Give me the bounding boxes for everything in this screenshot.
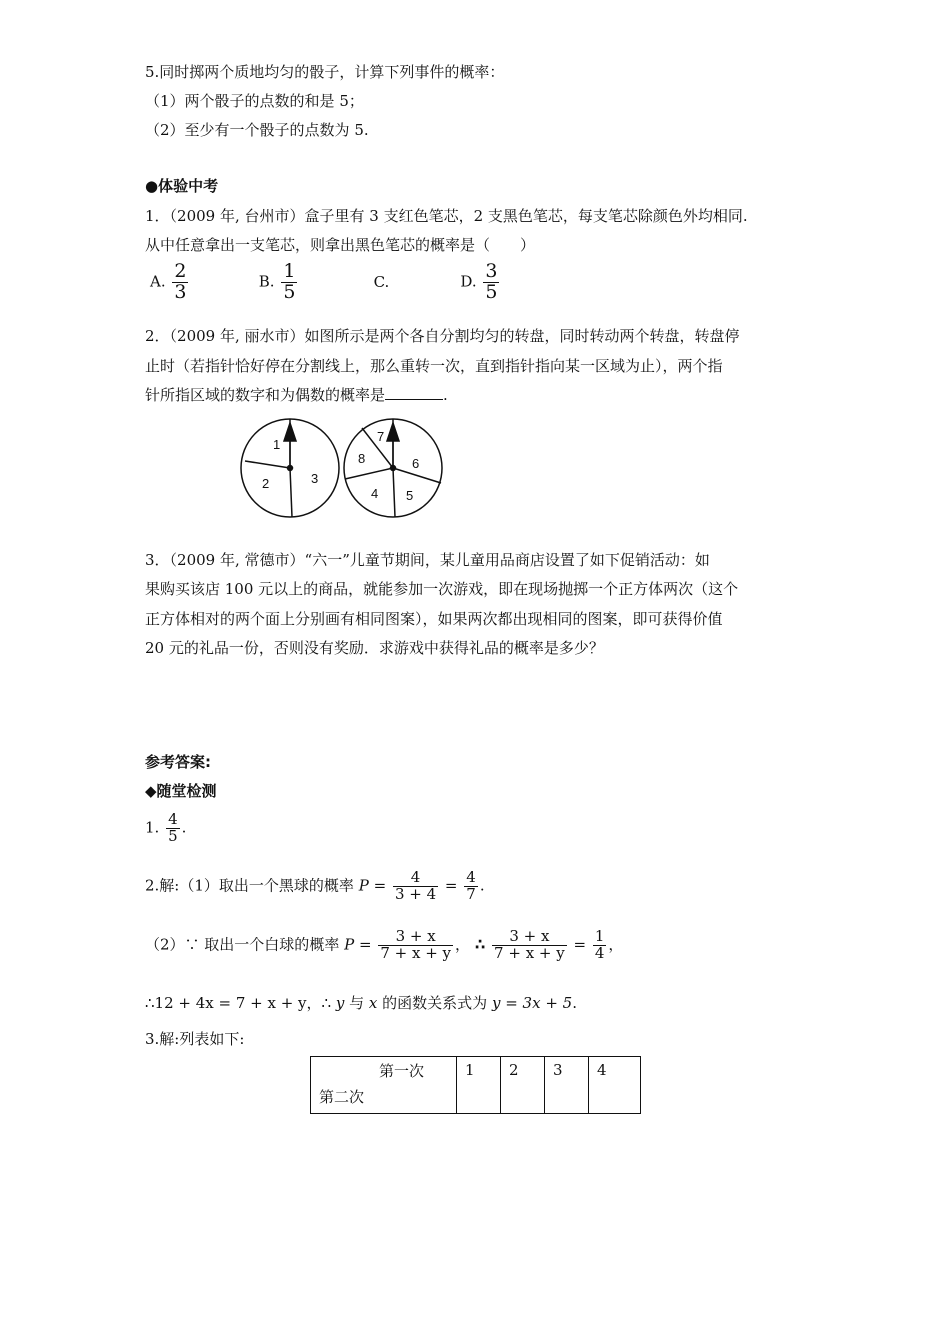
table-header-cell: 4 (589, 1057, 641, 1114)
answer-table (310, 1056, 641, 1114)
spinner-2-center (391, 466, 396, 471)
option-a: A. $\frac{2}{3}$ (150, 260, 187, 303)
fraction: $\frac{3 + x}{7 + x + y}$ (494, 927, 565, 962)
fraction: $\frac{1}{4}$ (594, 927, 605, 962)
exam-q1-line2: 从中任意拿出一支笔芯，则拿出黑色笔芯的概率是（ ） (145, 236, 536, 254)
answer-1-fraction: $\frac{4}{5}$ (168, 810, 178, 845)
spinner-1-label: 3 (311, 471, 319, 486)
answer-1: 1. $\frac{4}{5}$ . (145, 810, 187, 845)
spinner-2-label: 6 (412, 456, 420, 471)
answer-3-prefix: 3.解:列表如下: (145, 1030, 245, 1048)
exam-heading: ●体验中考 (145, 177, 219, 195)
table-header-cell: 3 (545, 1057, 589, 1114)
exam-q2-line1: 2．（2009 年, 丽水市）如图所示是两个各自分割均匀的转盘，同时转动两个转盘，转盘停 (145, 327, 740, 345)
answer-2-part2: （2）∵ 取出一个白球的概率 P = $\frac{3 + x}{7 + x + y}$ ， ∴ $\frac{3 + x}{7 + x + y}$ = $\frac{1}{4}$ ， (145, 927, 624, 962)
exam-q2-line2: 止时（若指针恰好停在分割线上，那么重转一次，直到指针指向某一区域为止），两个指 (145, 357, 723, 375)
option-b: B. $\frac{1}{5}$ (258, 260, 296, 303)
answer-2-part1: 2.解:（1）取出一个黑球的概率 P = $\frac{4}{3 + 4}$ = $\frac{4}{7}$ . (145, 868, 485, 903)
exam-q3-line4: 20 元的礼品一份，否则没有奖励．求游戏中获得礼品的概率是多少？ (145, 639, 604, 657)
spinner-2-label: 5 (406, 488, 414, 503)
spinner-2 (344, 419, 442, 517)
fraction: $\frac{3 + x}{7 + x + y}$ (380, 927, 452, 962)
table-corner-cell (311, 1057, 457, 1114)
answers-heading: 参考答案: (145, 753, 211, 771)
answer-2-part3: ∴12 + 4x = 7 + x + y，∴ y 与 x 的函数关系式为 y = 3x + 5. (145, 994, 577, 1012)
spinners-figure (236, 415, 446, 525)
q5-stem: 5.同时掷两个质地均匀的骰子，计算下列事件的概率： (145, 63, 505, 81)
spinner-2-divider (345, 468, 393, 479)
spinner-1-divider (245, 461, 290, 468)
spinner-2-label: 7 (377, 429, 385, 444)
corner-top-label: 第一次 (379, 1062, 425, 1080)
exam-q1-line1: 1．（2009 年, 台州市）盒子里有 3 支红色笔芯，2 支黑色笔芯，每支笔芯除颜色外均相同. (145, 207, 748, 225)
exam-q2-line3: 针所指区域的数字和为偶数的概率是 . (145, 386, 448, 404)
spinner-1 (241, 419, 339, 517)
exam-q3-line3: 正方体相对的两个面上分别画有相同图案），如果两次都出现相同的图案，即可获得价值 (145, 610, 723, 628)
spinner-2-arrowhead (387, 423, 399, 441)
option-a-fraction: $\frac{2}{3}$ (174, 260, 187, 303)
table-header-cell: 2 (501, 1057, 545, 1114)
spinner-1-center (288, 466, 293, 471)
option-c: C. (373, 273, 390, 292)
corner-bottom-label: 第二次 (319, 1088, 365, 1106)
spinner-1-label: 1 (273, 437, 281, 452)
q5-part1: （1）两个骰子的点数的和是 5； (145, 92, 364, 110)
spinner-1-divider (290, 468, 292, 517)
table-row (311, 1057, 641, 1114)
exam-q3-line1: 3．（2009 年, 常德市）“六一”儿童节期间，某儿童用品商店设置了如下促销活动：如 (145, 551, 710, 569)
exam-q1-options (150, 262, 501, 303)
option-d-fraction: $\frac{3}{5}$ (485, 260, 498, 303)
spinner-1-arrowhead (284, 423, 296, 441)
table-header-cell: 1 (457, 1057, 501, 1114)
spinner-2-label: 4 (371, 486, 379, 501)
answers-subheading: ◆随堂检测 (145, 782, 217, 800)
fraction: $\frac{4}{3 + 4}$ (394, 868, 437, 903)
spinner-2-divider (393, 468, 395, 517)
answer-blank (385, 385, 443, 400)
option-b-fraction: $\frac{1}{5}$ (283, 260, 296, 303)
spinner-1-label: 2 (262, 476, 270, 491)
fraction: $\frac{4}{7}$ (466, 868, 476, 903)
exam-q3-line2: 果购买该店 100 元以上的商品，就能参加一次游戏，即在现场抛掷一个正方体两次（这个 (145, 580, 739, 598)
spinner-2-label: 8 (358, 451, 366, 466)
q5-part2: （2）至少有一个骰子的点数为 5. (145, 121, 369, 139)
option-d: D. $\frac{3}{5}$ (460, 260, 498, 303)
